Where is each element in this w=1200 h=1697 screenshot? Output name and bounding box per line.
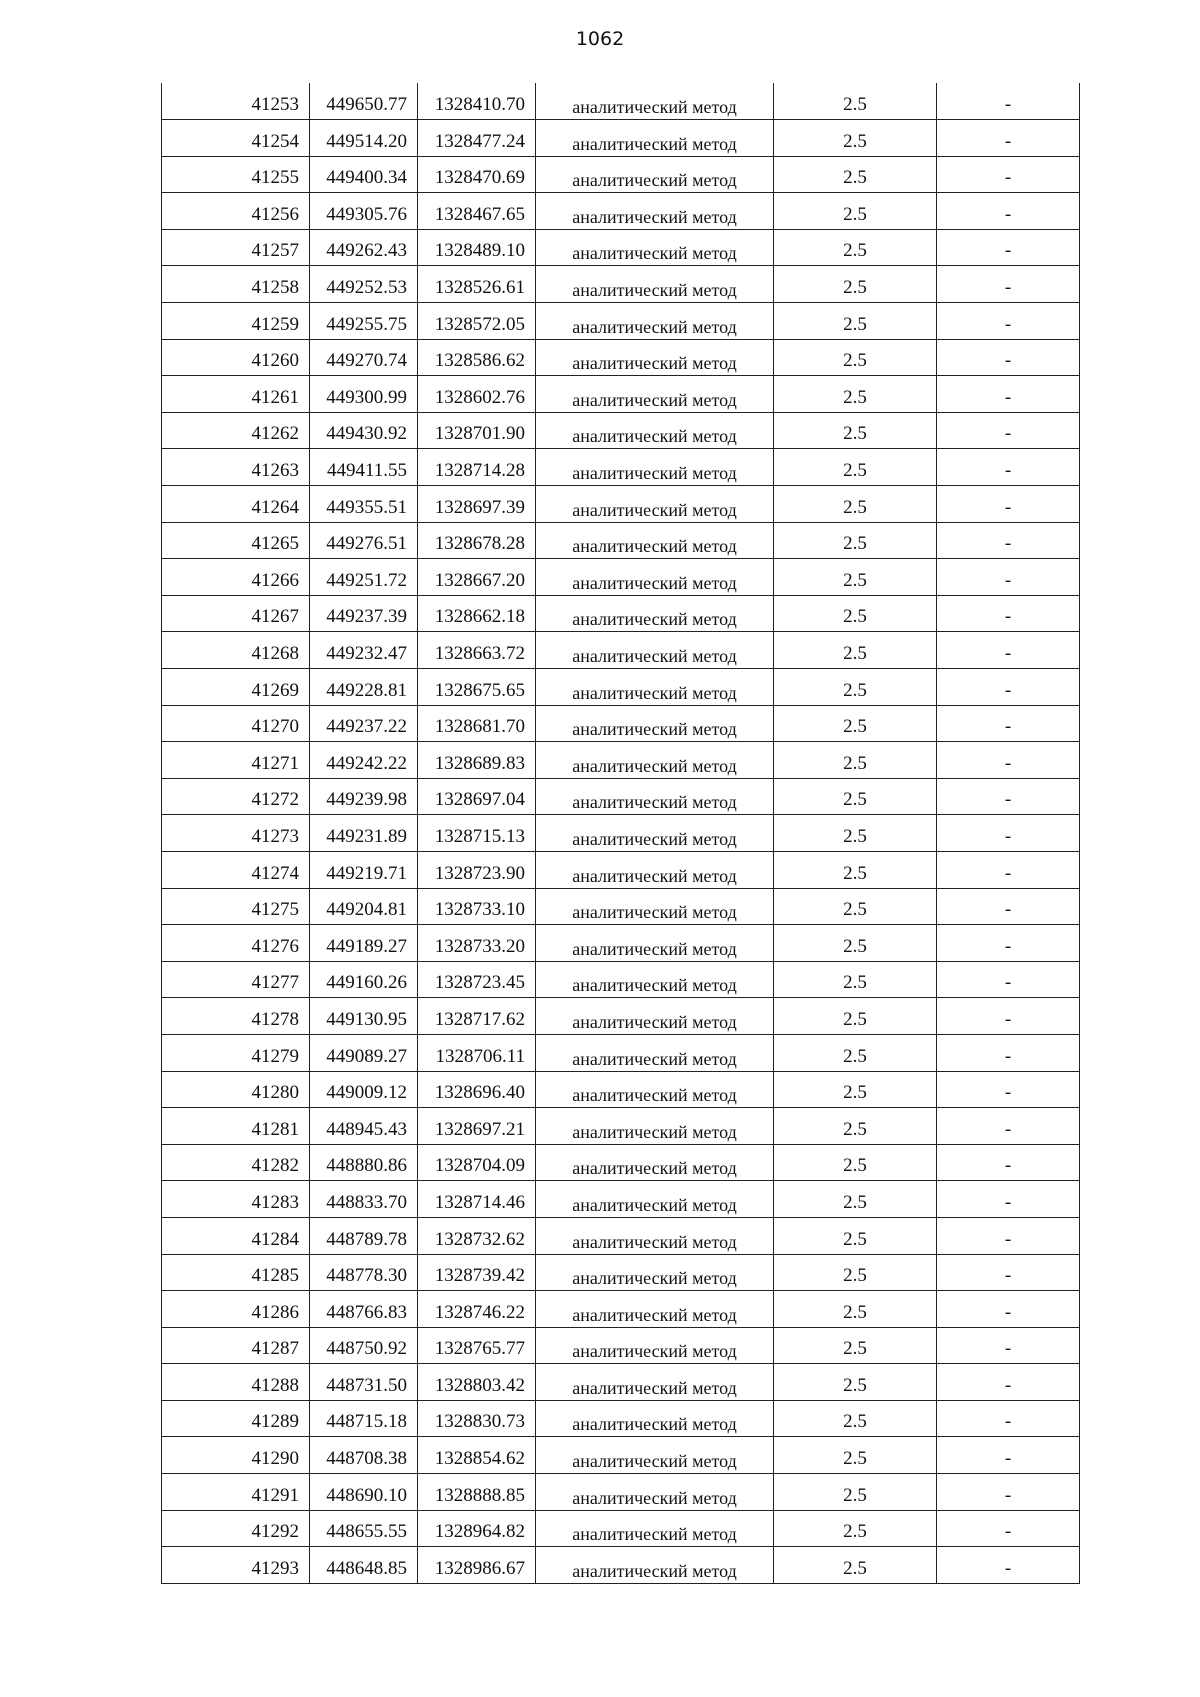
point-number-cell: 41253 xyxy=(162,83,310,120)
description-cell: - xyxy=(937,120,1080,157)
x-coordinate-cell: 449430.92 xyxy=(310,412,418,449)
description-cell: - xyxy=(937,559,1080,596)
method-cell: аналитический метод xyxy=(536,705,774,742)
point-number-cell: 41282 xyxy=(162,1144,310,1181)
method-cell: аналитический метод xyxy=(536,961,774,998)
method-cell: аналитический метод xyxy=(536,669,774,706)
y-coordinate-cell: 1328697.39 xyxy=(418,486,536,523)
x-coordinate-cell: 448766.83 xyxy=(310,1291,418,1328)
description-cell: - xyxy=(937,888,1080,925)
table-row xyxy=(162,522,1080,559)
method-cell: аналитический метод xyxy=(536,303,774,340)
y-coordinate-cell: 1328723.90 xyxy=(418,851,536,888)
accuracy-cell: 2.5 xyxy=(774,303,937,340)
x-coordinate-cell: 449650.77 xyxy=(310,83,418,120)
description-cell: - xyxy=(937,1181,1080,1218)
point-number-cell: 41269 xyxy=(162,669,310,706)
point-number-cell: 41266 xyxy=(162,559,310,596)
table-row xyxy=(162,632,1080,669)
accuracy-cell: 2.5 xyxy=(774,559,937,596)
y-coordinate-cell: 1328701.90 xyxy=(418,412,536,449)
x-coordinate-cell: 449411.55 xyxy=(310,449,418,486)
description-cell: - xyxy=(937,1291,1080,1328)
x-coordinate-cell: 449089.27 xyxy=(310,1034,418,1071)
accuracy-cell: 2.5 xyxy=(774,1217,937,1254)
table-row xyxy=(162,669,1080,706)
description-cell: - xyxy=(937,1034,1080,1071)
method-cell: аналитический метод xyxy=(536,449,774,486)
description-cell: - xyxy=(937,522,1080,559)
method-cell: аналитический метод xyxy=(536,559,774,596)
y-coordinate-cell: 1328696.40 xyxy=(418,1071,536,1108)
x-coordinate-cell: 449219.71 xyxy=(310,851,418,888)
method-cell: аналитический метод xyxy=(536,1474,774,1511)
point-number-cell: 41268 xyxy=(162,632,310,669)
table-row xyxy=(162,1071,1080,1108)
accuracy-cell: 2.5 xyxy=(774,1327,937,1364)
x-coordinate-cell: 449255.75 xyxy=(310,303,418,340)
table-row xyxy=(162,156,1080,193)
table-row xyxy=(162,83,1080,120)
description-cell: - xyxy=(937,1144,1080,1181)
accuracy-cell: 2.5 xyxy=(774,705,937,742)
method-cell: аналитический метод xyxy=(536,742,774,779)
description-cell: - xyxy=(937,595,1080,632)
point-number-cell: 41287 xyxy=(162,1327,310,1364)
description-cell: - xyxy=(937,156,1080,193)
y-coordinate-cell: 1328964.82 xyxy=(418,1510,536,1547)
point-number-cell: 41257 xyxy=(162,229,310,266)
accuracy-cell: 2.5 xyxy=(774,595,937,632)
method-cell: аналитический метод xyxy=(536,376,774,413)
accuracy-cell: 2.5 xyxy=(774,851,937,888)
table-body xyxy=(162,83,1080,1583)
x-coordinate-cell: 449130.95 xyxy=(310,998,418,1035)
accuracy-cell: 2.5 xyxy=(774,1474,937,1511)
y-coordinate-cell: 1328586.62 xyxy=(418,339,536,376)
description-cell: - xyxy=(937,1071,1080,1108)
y-coordinate-cell: 1328572.05 xyxy=(418,303,536,340)
table-row xyxy=(162,193,1080,230)
method-cell: аналитический метод xyxy=(536,339,774,376)
x-coordinate-cell: 449300.99 xyxy=(310,376,418,413)
y-coordinate-cell: 1328681.70 xyxy=(418,705,536,742)
method-cell: аналитический метод xyxy=(536,1144,774,1181)
point-number-cell: 41281 xyxy=(162,1108,310,1145)
point-number-cell: 41280 xyxy=(162,1071,310,1108)
accuracy-cell: 2.5 xyxy=(774,669,937,706)
x-coordinate-cell: 449400.34 xyxy=(310,156,418,193)
description-cell: - xyxy=(937,1217,1080,1254)
description-cell: - xyxy=(937,376,1080,413)
accuracy-cell: 2.5 xyxy=(774,1181,937,1218)
x-coordinate-cell: 449204.81 xyxy=(310,888,418,925)
x-coordinate-cell: 448778.30 xyxy=(310,1254,418,1291)
y-coordinate-cell: 1328697.04 xyxy=(418,778,536,815)
y-coordinate-cell: 1328689.83 xyxy=(418,742,536,779)
y-coordinate-cell: 1328830.73 xyxy=(418,1400,536,1437)
accuracy-cell: 2.5 xyxy=(774,742,937,779)
method-cell: аналитический метод xyxy=(536,522,774,559)
accuracy-cell: 2.5 xyxy=(774,376,937,413)
y-coordinate-cell: 1328526.61 xyxy=(418,266,536,303)
table-row xyxy=(162,486,1080,523)
description-cell: - xyxy=(937,1108,1080,1145)
y-coordinate-cell: 1328714.28 xyxy=(418,449,536,486)
table-row xyxy=(162,778,1080,815)
y-coordinate-cell: 1328739.42 xyxy=(418,1254,536,1291)
accuracy-cell: 2.5 xyxy=(774,1108,937,1145)
accuracy-cell: 2.5 xyxy=(774,1144,937,1181)
point-number-cell: 41279 xyxy=(162,1034,310,1071)
x-coordinate-cell: 449237.22 xyxy=(310,705,418,742)
y-coordinate-cell: 1328489.10 xyxy=(418,229,536,266)
x-coordinate-cell: 448789.78 xyxy=(310,1217,418,1254)
point-number-cell: 41256 xyxy=(162,193,310,230)
accuracy-cell: 2.5 xyxy=(774,1034,937,1071)
description-cell: - xyxy=(937,961,1080,998)
x-coordinate-cell: 448690.10 xyxy=(310,1474,418,1511)
y-coordinate-cell: 1328803.42 xyxy=(418,1364,536,1401)
table-row xyxy=(162,1510,1080,1547)
page-number: 1062 xyxy=(575,28,625,50)
x-coordinate-cell: 449231.89 xyxy=(310,815,418,852)
table-row xyxy=(162,1474,1080,1511)
y-coordinate-cell: 1328678.28 xyxy=(418,522,536,559)
description-cell: - xyxy=(937,778,1080,815)
point-number-cell: 41293 xyxy=(162,1547,310,1584)
accuracy-cell: 2.5 xyxy=(774,486,937,523)
table-row xyxy=(162,266,1080,303)
table-row xyxy=(162,339,1080,376)
description-cell: - xyxy=(937,1510,1080,1547)
point-number-cell: 41291 xyxy=(162,1474,310,1511)
table-row xyxy=(162,376,1080,413)
y-coordinate-cell: 1328746.22 xyxy=(418,1291,536,1328)
point-number-cell: 41290 xyxy=(162,1437,310,1474)
y-coordinate-cell: 1328732.62 xyxy=(418,1217,536,1254)
x-coordinate-cell: 448750.92 xyxy=(310,1327,418,1364)
point-number-cell: 41271 xyxy=(162,742,310,779)
accuracy-cell: 2.5 xyxy=(774,193,937,230)
table-row xyxy=(162,1108,1080,1145)
x-coordinate-cell: 448945.43 xyxy=(310,1108,418,1145)
point-number-cell: 41275 xyxy=(162,888,310,925)
point-number-cell: 41292 xyxy=(162,1510,310,1547)
x-coordinate-cell: 449251.72 xyxy=(310,559,418,596)
table-row xyxy=(162,961,1080,998)
x-coordinate-cell: 449262.43 xyxy=(310,229,418,266)
accuracy-cell: 2.5 xyxy=(774,1437,937,1474)
accuracy-cell: 2.5 xyxy=(774,1400,937,1437)
accuracy-cell: 2.5 xyxy=(774,1547,937,1584)
y-coordinate-cell: 1328477.24 xyxy=(418,120,536,157)
point-number-cell: 41276 xyxy=(162,925,310,962)
x-coordinate-cell: 448708.38 xyxy=(310,1437,418,1474)
description-cell: - xyxy=(937,998,1080,1035)
accuracy-cell: 2.5 xyxy=(774,925,937,962)
description-cell: - xyxy=(937,1547,1080,1584)
point-number-cell: 41254 xyxy=(162,120,310,157)
y-coordinate-cell: 1328717.62 xyxy=(418,998,536,1035)
table-row xyxy=(162,851,1080,888)
table-row xyxy=(162,595,1080,632)
point-number-cell: 41255 xyxy=(162,156,310,193)
point-number-cell: 41288 xyxy=(162,1364,310,1401)
description-cell: - xyxy=(937,193,1080,230)
point-number-cell: 41273 xyxy=(162,815,310,852)
method-cell: аналитический метод xyxy=(536,1327,774,1364)
table-row xyxy=(162,1437,1080,1474)
x-coordinate-cell: 448731.50 xyxy=(310,1364,418,1401)
accuracy-cell: 2.5 xyxy=(774,961,937,998)
point-number-cell: 41261 xyxy=(162,376,310,413)
method-cell: аналитический метод xyxy=(536,1217,774,1254)
y-coordinate-cell: 1328733.20 xyxy=(418,925,536,962)
y-coordinate-cell: 1328697.21 xyxy=(418,1108,536,1145)
table-row xyxy=(162,1254,1080,1291)
method-cell: аналитический метод xyxy=(536,815,774,852)
description-cell: - xyxy=(937,83,1080,120)
description-cell: - xyxy=(937,266,1080,303)
y-coordinate-cell: 1328854.62 xyxy=(418,1437,536,1474)
table-row xyxy=(162,412,1080,449)
accuracy-cell: 2.5 xyxy=(774,229,937,266)
table-row xyxy=(162,1364,1080,1401)
point-number-cell: 41284 xyxy=(162,1217,310,1254)
description-cell: - xyxy=(937,632,1080,669)
x-coordinate-cell: 449242.22 xyxy=(310,742,418,779)
y-coordinate-cell: 1328706.11 xyxy=(418,1034,536,1071)
description-cell: - xyxy=(937,705,1080,742)
method-cell: аналитический метод xyxy=(536,925,774,962)
point-number-cell: 41286 xyxy=(162,1291,310,1328)
y-coordinate-cell: 1328667.20 xyxy=(418,559,536,596)
table-row xyxy=(162,303,1080,340)
description-cell: - xyxy=(937,815,1080,852)
description-cell: - xyxy=(937,1364,1080,1401)
table-row xyxy=(162,742,1080,779)
method-cell: аналитический метод xyxy=(536,1108,774,1145)
accuracy-cell: 2.5 xyxy=(774,632,937,669)
method-cell: аналитический метод xyxy=(536,595,774,632)
method-cell: аналитический метод xyxy=(536,851,774,888)
point-number-cell: 41263 xyxy=(162,449,310,486)
method-cell: аналитический метод xyxy=(536,1181,774,1218)
coordinates-table xyxy=(161,83,1080,1584)
method-cell: аналитический метод xyxy=(536,1071,774,1108)
description-cell: - xyxy=(937,1327,1080,1364)
point-number-cell: 41274 xyxy=(162,851,310,888)
point-number-cell: 41283 xyxy=(162,1181,310,1218)
table-row xyxy=(162,449,1080,486)
x-coordinate-cell: 449232.47 xyxy=(310,632,418,669)
description-cell: - xyxy=(937,412,1080,449)
point-number-cell: 41277 xyxy=(162,961,310,998)
method-cell: аналитический метод xyxy=(536,120,774,157)
method-cell: аналитический метод xyxy=(536,193,774,230)
y-coordinate-cell: 1328733.10 xyxy=(418,888,536,925)
point-number-cell: 41289 xyxy=(162,1400,310,1437)
table-row xyxy=(162,1400,1080,1437)
x-coordinate-cell: 449252.53 xyxy=(310,266,418,303)
description-cell: - xyxy=(937,339,1080,376)
point-number-cell: 41272 xyxy=(162,778,310,815)
accuracy-cell: 2.5 xyxy=(774,339,937,376)
y-coordinate-cell: 1328675.65 xyxy=(418,669,536,706)
point-number-cell: 41258 xyxy=(162,266,310,303)
description-cell: - xyxy=(937,486,1080,523)
description-cell: - xyxy=(937,1474,1080,1511)
method-cell: аналитический метод xyxy=(536,1254,774,1291)
point-number-cell: 41267 xyxy=(162,595,310,632)
point-number-cell: 41270 xyxy=(162,705,310,742)
method-cell: аналитический метод xyxy=(536,1510,774,1547)
accuracy-cell: 2.5 xyxy=(774,1510,937,1547)
x-coordinate-cell: 448655.55 xyxy=(310,1510,418,1547)
y-coordinate-cell: 1328663.72 xyxy=(418,632,536,669)
y-coordinate-cell: 1328704.09 xyxy=(418,1144,536,1181)
accuracy-cell: 2.5 xyxy=(774,1071,937,1108)
y-coordinate-cell: 1328765.77 xyxy=(418,1327,536,1364)
accuracy-cell: 2.5 xyxy=(774,1254,937,1291)
accuracy-cell: 2.5 xyxy=(774,83,937,120)
accuracy-cell: 2.5 xyxy=(774,449,937,486)
point-number-cell: 41259 xyxy=(162,303,310,340)
point-number-cell: 41262 xyxy=(162,412,310,449)
x-coordinate-cell: 449009.12 xyxy=(310,1071,418,1108)
x-coordinate-cell: 449355.51 xyxy=(310,486,418,523)
description-cell: - xyxy=(937,229,1080,266)
accuracy-cell: 2.5 xyxy=(774,522,937,559)
description-cell: - xyxy=(937,1254,1080,1291)
x-coordinate-cell: 449237.39 xyxy=(310,595,418,632)
table-row xyxy=(162,925,1080,962)
table-row xyxy=(162,1291,1080,1328)
accuracy-cell: 2.5 xyxy=(774,1364,937,1401)
x-coordinate-cell: 448648.85 xyxy=(310,1547,418,1584)
table-row xyxy=(162,559,1080,596)
x-coordinate-cell: 449514.20 xyxy=(310,120,418,157)
x-coordinate-cell: 448715.18 xyxy=(310,1400,418,1437)
y-coordinate-cell: 1328662.18 xyxy=(418,595,536,632)
point-number-cell: 41285 xyxy=(162,1254,310,1291)
description-cell: - xyxy=(937,1400,1080,1437)
table-row xyxy=(162,1547,1080,1584)
accuracy-cell: 2.5 xyxy=(774,888,937,925)
method-cell: аналитический метод xyxy=(536,1364,774,1401)
method-cell: аналитический метод xyxy=(536,1291,774,1328)
x-coordinate-cell: 448833.70 xyxy=(310,1181,418,1218)
point-number-cell: 41264 xyxy=(162,486,310,523)
x-coordinate-cell: 449160.26 xyxy=(310,961,418,998)
description-cell: - xyxy=(937,742,1080,779)
method-cell: аналитический метод xyxy=(536,83,774,120)
table-row xyxy=(162,998,1080,1035)
method-cell: аналитический метод xyxy=(536,412,774,449)
table-row xyxy=(162,815,1080,852)
accuracy-cell: 2.5 xyxy=(774,156,937,193)
description-cell: - xyxy=(937,303,1080,340)
x-coordinate-cell: 449228.81 xyxy=(310,669,418,706)
x-coordinate-cell: 449239.98 xyxy=(310,778,418,815)
point-number-cell: 41265 xyxy=(162,522,310,559)
x-coordinate-cell: 449276.51 xyxy=(310,522,418,559)
method-cell: аналитический метод xyxy=(536,998,774,1035)
method-cell: аналитический метод xyxy=(536,266,774,303)
method-cell: аналитический метод xyxy=(536,1034,774,1071)
description-cell: - xyxy=(937,851,1080,888)
table-row xyxy=(162,1181,1080,1218)
method-cell: аналитический метод xyxy=(536,778,774,815)
x-coordinate-cell: 448880.86 xyxy=(310,1144,418,1181)
table-row xyxy=(162,888,1080,925)
y-coordinate-cell: 1328986.67 xyxy=(418,1547,536,1584)
table-row xyxy=(162,1327,1080,1364)
accuracy-cell: 2.5 xyxy=(774,412,937,449)
table-row xyxy=(162,705,1080,742)
table-row xyxy=(162,120,1080,157)
accuracy-cell: 2.5 xyxy=(774,1291,937,1328)
x-coordinate-cell: 449189.27 xyxy=(310,925,418,962)
method-cell: аналитический метод xyxy=(536,1400,774,1437)
method-cell: аналитический метод xyxy=(536,229,774,266)
accuracy-cell: 2.5 xyxy=(774,998,937,1035)
description-cell: - xyxy=(937,449,1080,486)
method-cell: аналитический метод xyxy=(536,156,774,193)
y-coordinate-cell: 1328715.13 xyxy=(418,815,536,852)
x-coordinate-cell: 449305.76 xyxy=(310,193,418,230)
table-row xyxy=(162,229,1080,266)
point-number-cell: 41260 xyxy=(162,339,310,376)
accuracy-cell: 2.5 xyxy=(774,815,937,852)
method-cell: аналитический метод xyxy=(536,1437,774,1474)
y-coordinate-cell: 1328410.70 xyxy=(418,83,536,120)
y-coordinate-cell: 1328602.76 xyxy=(418,376,536,413)
description-cell: - xyxy=(937,669,1080,706)
y-coordinate-cell: 1328723.45 xyxy=(418,961,536,998)
y-coordinate-cell: 1328888.85 xyxy=(418,1474,536,1511)
method-cell: аналитический метод xyxy=(536,486,774,523)
accuracy-cell: 2.5 xyxy=(774,778,937,815)
table-row xyxy=(162,1217,1080,1254)
description-cell: - xyxy=(937,925,1080,962)
method-cell: аналитический метод xyxy=(536,888,774,925)
table-row xyxy=(162,1144,1080,1181)
accuracy-cell: 2.5 xyxy=(774,120,937,157)
point-number-cell: 41278 xyxy=(162,998,310,1035)
method-cell: аналитический метод xyxy=(536,1547,774,1584)
method-cell: аналитический метод xyxy=(536,632,774,669)
y-coordinate-cell: 1328470.69 xyxy=(418,156,536,193)
y-coordinate-cell: 1328467.65 xyxy=(418,193,536,230)
y-coordinate-cell: 1328714.46 xyxy=(418,1181,536,1218)
table-row xyxy=(162,1034,1080,1071)
accuracy-cell: 2.5 xyxy=(774,266,937,303)
description-cell: - xyxy=(937,1437,1080,1474)
x-coordinate-cell: 449270.74 xyxy=(310,339,418,376)
